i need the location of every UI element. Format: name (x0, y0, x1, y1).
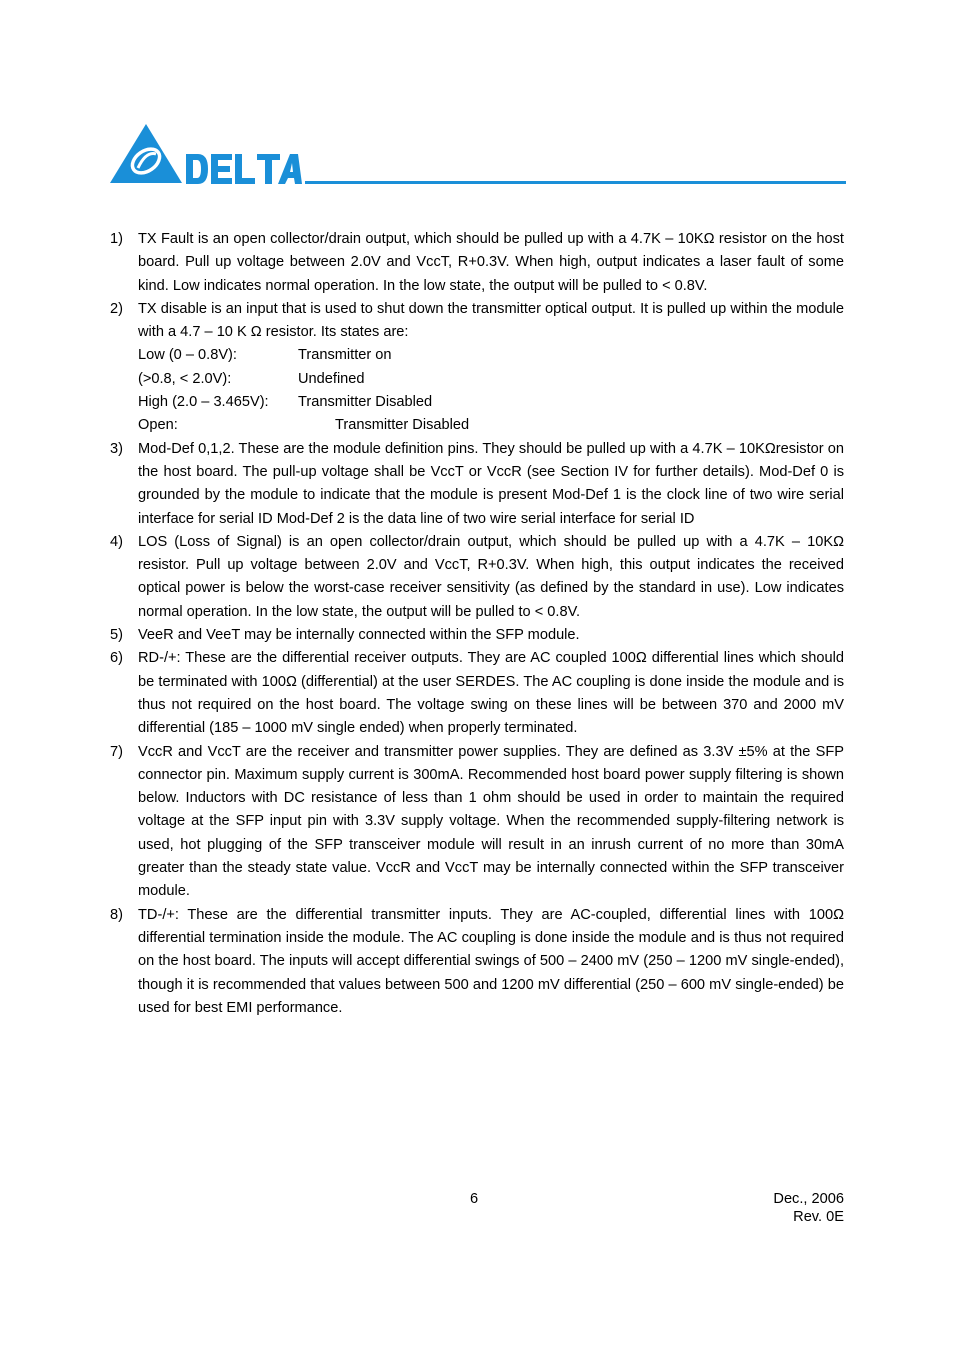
delta-logo (110, 123, 302, 185)
note-number: 5) (110, 627, 123, 644)
note-tx-fault (110, 228, 844, 298)
note-los (110, 531, 844, 624)
state-label: Low (0 – 0.8V): (138, 347, 237, 364)
note-rd (110, 647, 844, 740)
state-value: Transmitter on (298, 347, 392, 364)
note-text: RD-/+: These are the differential receiver outputs. They are AC coupled 100Ω differential lines which should be terminated with 100Ω (differential) at the user SERDES. The AC coupling is done inside the module and is thus not required on the host board. The voltage swing on these lines will be between 370 and 2000 mV differential (185 – 1000 mV single ended) when properly terminated. (138, 650, 844, 737)
note-text: VeeR and VeeT may be internally connected within the SFP module. (138, 627, 580, 644)
note-mod-def (110, 438, 844, 531)
footer-rev: Rev. 0E (793, 1209, 844, 1225)
note-text: VccR and VccT are the receiver and transmitter power supplies. They are defined as 3.3V ±5% at the SFP connector pin. Maximum supply current is 300mA. Recommended host board power supply filtering is shown below. Inductors with DC resistance of less than 1 ohm should be used in order to maintain the required voltage at the SFP input pin with 3.3V supply voltage. When the recommended supply-filtering network is used, hot plugging of the SFP transceiver module will result in an inrush current of no more than 30mA greater than the steady state value. VccR and VccT may be internally connected within the SFP transceiver module. (138, 743, 844, 900)
note-td (110, 904, 844, 1020)
note-number: 6) (110, 650, 123, 667)
note-number: 7) (110, 743, 123, 760)
footer-date: Dec., 2006 (773, 1191, 844, 1207)
note-text: TX disable is an input that is used to shut down the transmitter optical output. It is pulled up within the module with a 4.7 – 10 K Ω resistor. Its states are: (138, 300, 844, 341)
note-text: TX Fault is an open collector/drain output, which should be pulled up with a 4.7K – 10KΩ resistor on the host board. Pull up voltage between 2.0V and VccT, R+0.3V. When high, output indicates a laser fault of some kind. Low indicates normal operation. In the low state, the output will be pulled to < 0.8V. (138, 231, 844, 294)
note-number: 8) (110, 906, 123, 923)
state-label: High (2.0 – 3.465V): (138, 394, 269, 411)
pin-notes-list (110, 228, 844, 1020)
note-number: 3) (110, 440, 123, 457)
state-label: Open: (138, 417, 178, 434)
state-value: Undefined (298, 370, 365, 387)
note-number: 4) (110, 533, 123, 550)
delta-triangle-icon (110, 123, 302, 185)
state-value: Transmitter Disabled (335, 417, 470, 434)
state-label: (>0.8, < 2.0V): (138, 370, 232, 387)
note-text: LOS (Loss of Signal) is an open collector/drain output, which should be pulled up with a 4.7K – 10KΩ resistor. Pull up voltage between 2.0V and VccT, R+0.3V. When high, this output indicates the received optical power is below the worst-case receiver sensitivity (as defined by the standard in use). Low indicates normal operation. In the low state, the output will be pulled to < 0.8V. (138, 533, 844, 620)
footer-revision-info (773, 1190, 844, 1226)
note-text: Mod-Def 0,1,2. These are the module definition pins. They should be pulled up with a 4.7K – 10KΩresistor on the host board. The pull-up voltage shall be VccT or VccR (see Section IV for further details). Mod-Def 0 is grounded by the module to indicate that the module is present Mod-Def 1 is the clock line of two wire serial interface for serial ID Mod-Def 2 is the data line of two wire serial interface for serial ID (138, 440, 844, 527)
state-value: Transmitter Disabled (298, 394, 433, 411)
note-text: TD-/+: These are the differential transmitter inputs. They are AC-coupled, differential lines with 100Ω differential termination inside the module. The AC coupling is done inside the module and is thus not required on the host board. The inputs will accept differential swings of 500 – 2400 mV (250 – 1200 mV single-ended), though it is recommended that values between 500 and 1200 mV differential (250 – 600 mV single-ended) be used for best EMI performance. (138, 906, 844, 1016)
note-tx-disable (110, 298, 844, 438)
header-rule (305, 181, 846, 184)
note-number: 1) (110, 231, 123, 247)
tx-disable-states-table (138, 344, 844, 437)
note-number: 2) (110, 300, 123, 317)
page-number: 6 (469, 1191, 479, 1207)
note-vee (110, 624, 844, 647)
note-vcc (110, 741, 844, 904)
